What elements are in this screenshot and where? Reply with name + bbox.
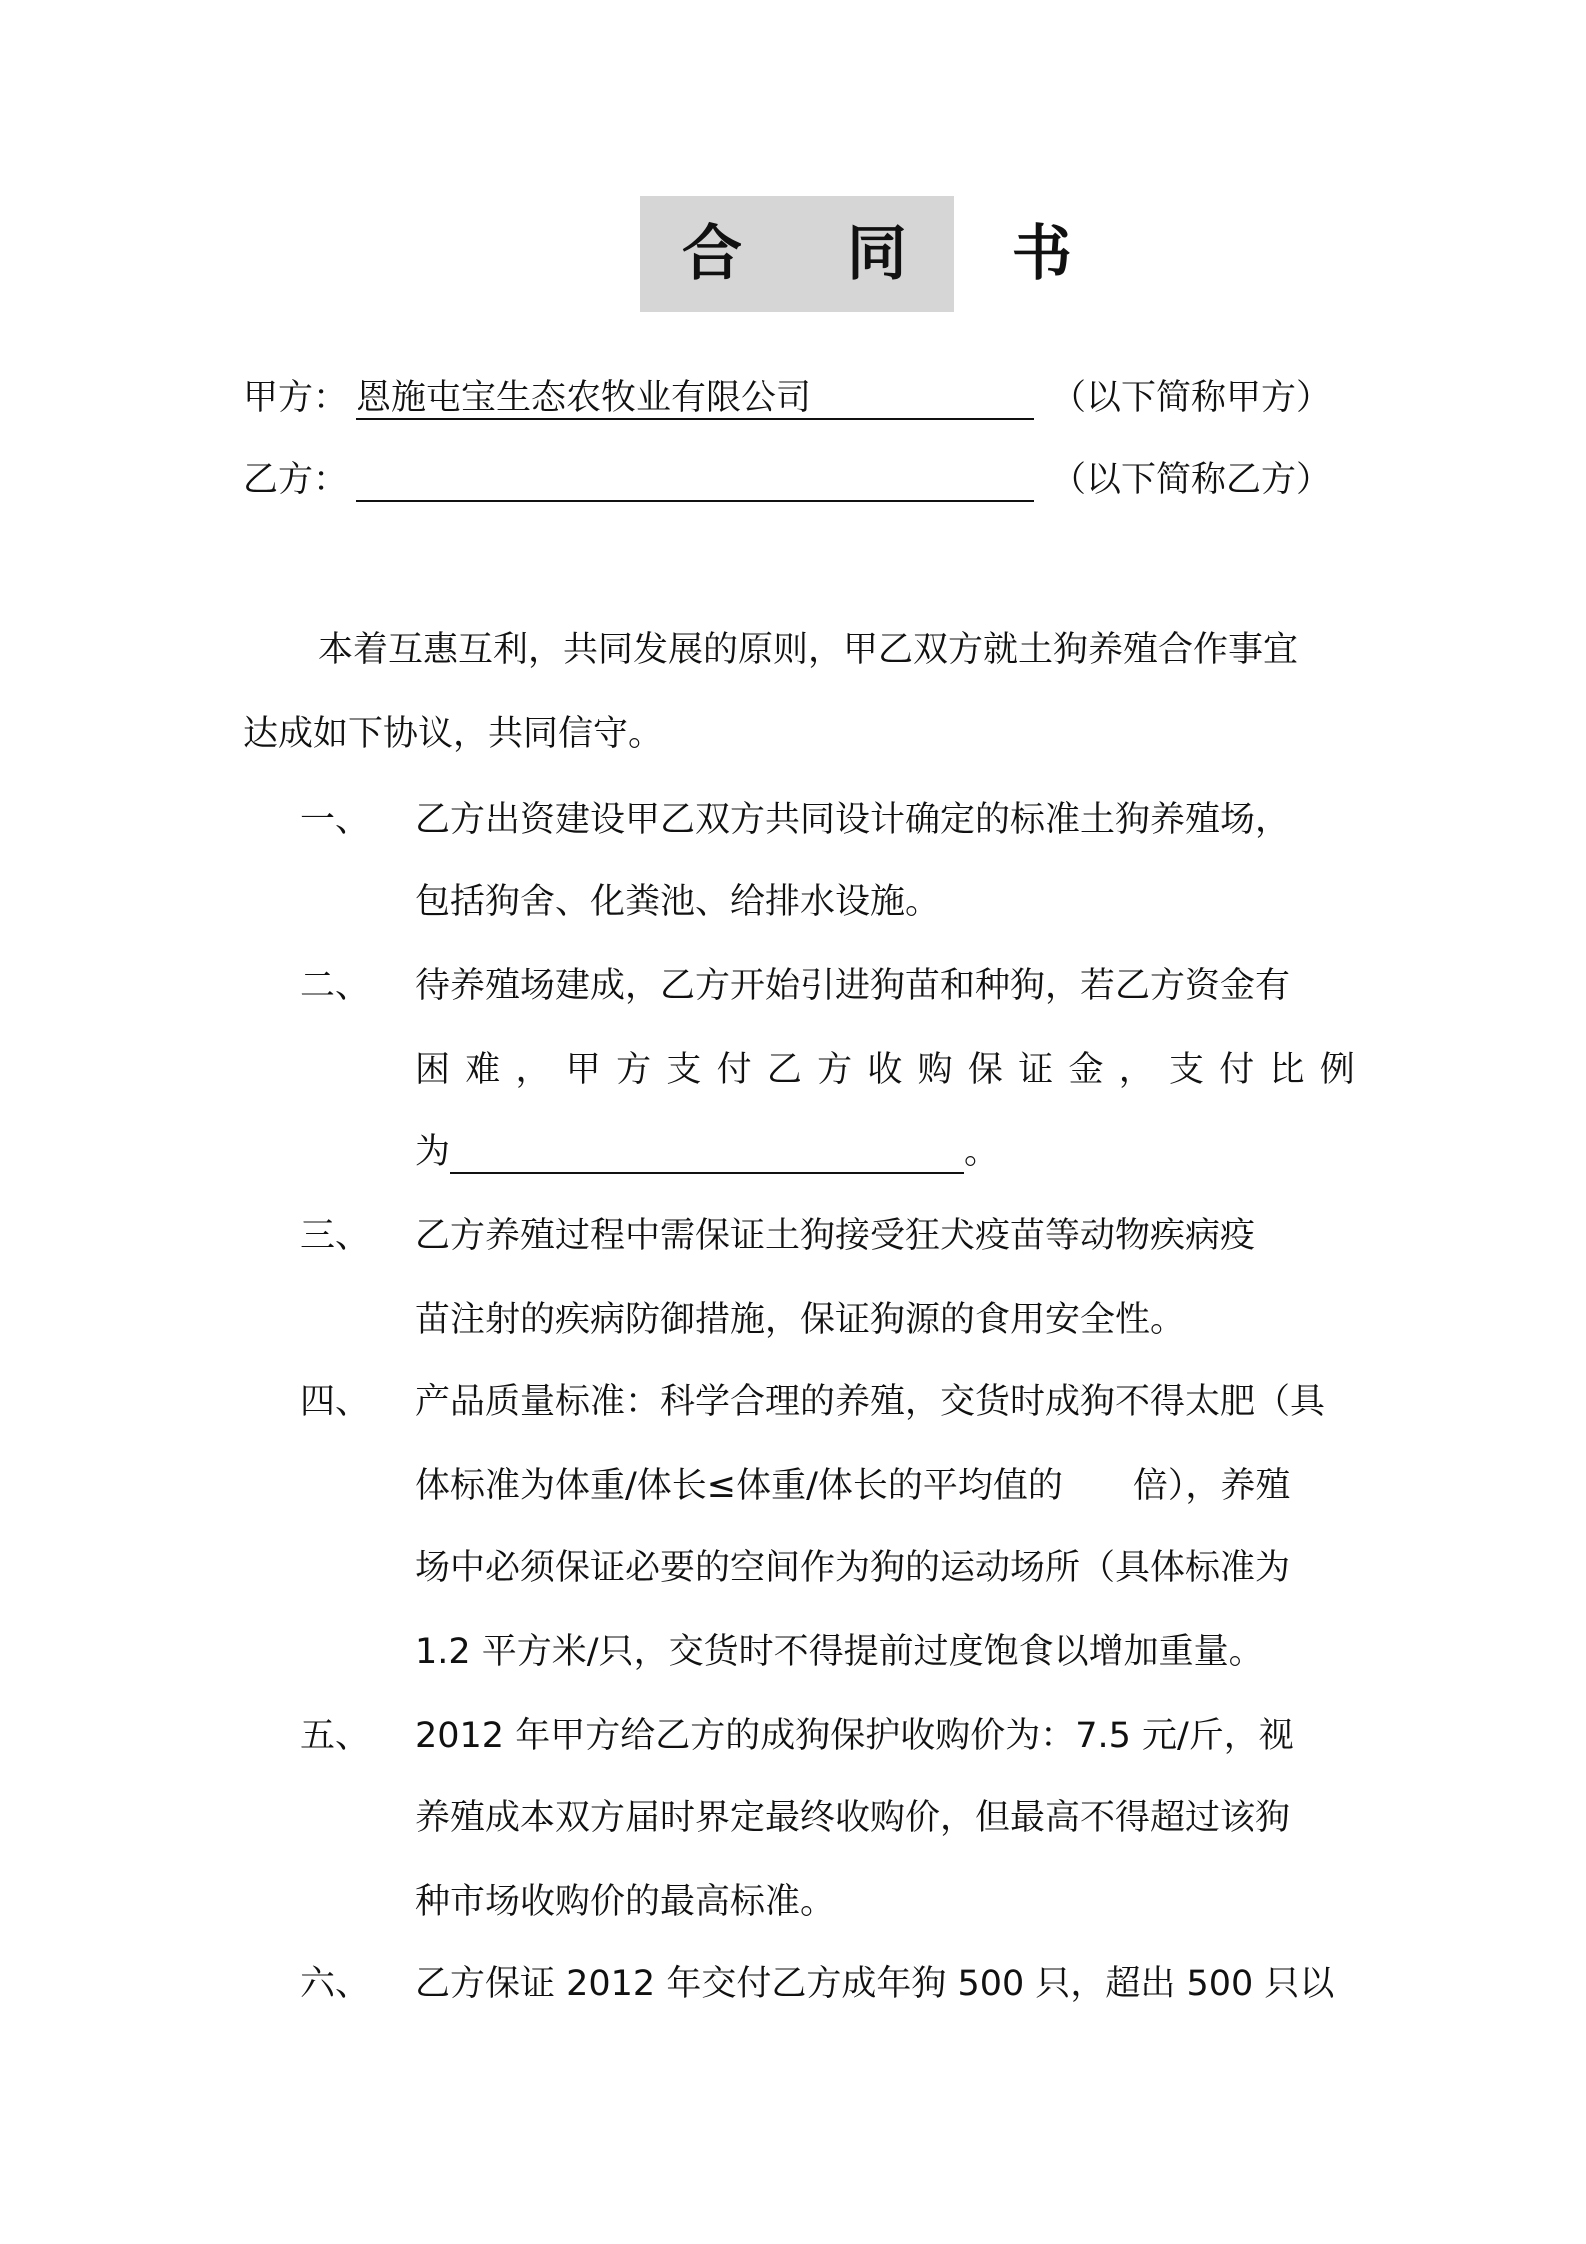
clause-2-char: 收 [867,1050,903,1090]
clause-2-char: 付 [1219,1050,1255,1090]
party-a-label: 甲方： [243,378,349,418]
clause-2-line-3 [415,1124,999,1174]
clause-2-char: 支 [1168,1050,1204,1090]
clause-4-number: 四、 [300,1382,371,1422]
clause-2-char: 难 [465,1050,501,1090]
clause-2-char: 例 [1319,1050,1355,1090]
clause-2-char: 金 [1068,1050,1104,1090]
clause-2-char: 付 [716,1050,752,1090]
clause-1-line-2: 包括狗舍、化粪池、给排水设施。 [415,882,941,922]
clause-1-line-1: 乙方出资建设甲乙双方共同设计确定的标准土狗养殖场， [415,800,1291,840]
clause-4-line-1: 产品质量标准：科学合理的养殖，交货时成狗不得太肥（具 [415,1382,1326,1422]
clause-2-char: 支 [666,1050,702,1090]
document-title: 合 同 书 [682,219,1114,289]
clause-2-line-2 [415,1042,1355,1092]
ratio-blank-line [450,1132,964,1174]
clause-4-line-3: 场中必须保证必要的空间作为狗的运动场所（具体标准为 [415,1548,1291,1588]
clause-4-line-4: 1.2 平方米/只，交货时不得提前过度饱食以增加重量。 [415,1632,1264,1672]
party-a-underline [356,418,1034,420]
preamble-line-2: 达成如下协议，共同信守。 [243,714,664,754]
party-b-label: 乙方： [243,460,349,500]
clause-2-char: 方 [817,1050,853,1090]
party-b-note: （以下简称乙方） [1051,460,1332,500]
clause-1-number: 一、 [300,800,371,840]
clause-2-line-3-suffix: 。 [964,1132,1000,1172]
clause-5-line-3: 种市场收购价的最高标准。 [415,1882,836,1922]
clause-2-char: 保 [967,1050,1003,1090]
party-a-note: （以下简称甲方） [1051,378,1332,418]
clause-3-line-1: 乙方养殖过程中需保证土狗接受狂犬疫苗等动物疾病疫 [415,1216,1256,1256]
clause-5-number: 五、 [300,1716,371,1756]
clause-6-number: 六、 [300,1964,371,2004]
clause-2-char: 方 [616,1050,652,1090]
preamble-line-1: 本着互惠互利，共同发展的原则，甲乙双方就土狗养殖合作事宜 [318,630,1299,670]
clause-2-char: 困 [415,1050,451,1090]
clause-2-char: ， [515,1050,551,1090]
clause-2-number: 二、 [300,966,371,1006]
clause-2-line-1: 待养殖场建成，乙方开始引进狗苗和种狗，若乙方资金有 [415,966,1291,1006]
clause-2-char: 证 [1018,1050,1054,1090]
clause-3-line-2: 苗注射的疾病防御措施，保证狗源的食用安全性。 [415,1300,1186,1340]
party-b-underline [356,500,1034,502]
clause-4-line-2: 体标准为体重/体长≤体重/体长的平均值的 倍），养殖 [415,1466,1291,1506]
clause-2-char: 购 [917,1050,953,1090]
clause-5-line-1: 2012 年甲方给乙方的成狗保护收购价为：7.5 元/斤，视 [415,1716,1294,1756]
clause-2-char: 比 [1269,1050,1305,1090]
clause-3-number: 三、 [300,1216,371,1256]
clause-2-char: 乙 [766,1050,802,1090]
clause-5-line-2: 养殖成本双方届时界定最终收购价，但最高不得超过该狗 [415,1798,1291,1838]
party-a-name: 恩施屯宝生态农牧业有限公司 [356,378,812,418]
clause-2-line-3-prefix: 为 [415,1132,451,1172]
clause-2-char: 甲 [565,1050,601,1090]
clause-6-line-1: 乙方保证 2012 年交付乙方成年狗 500 只，超出 500 只以 [415,1964,1335,2004]
clause-2-char: ， [1118,1050,1154,1090]
